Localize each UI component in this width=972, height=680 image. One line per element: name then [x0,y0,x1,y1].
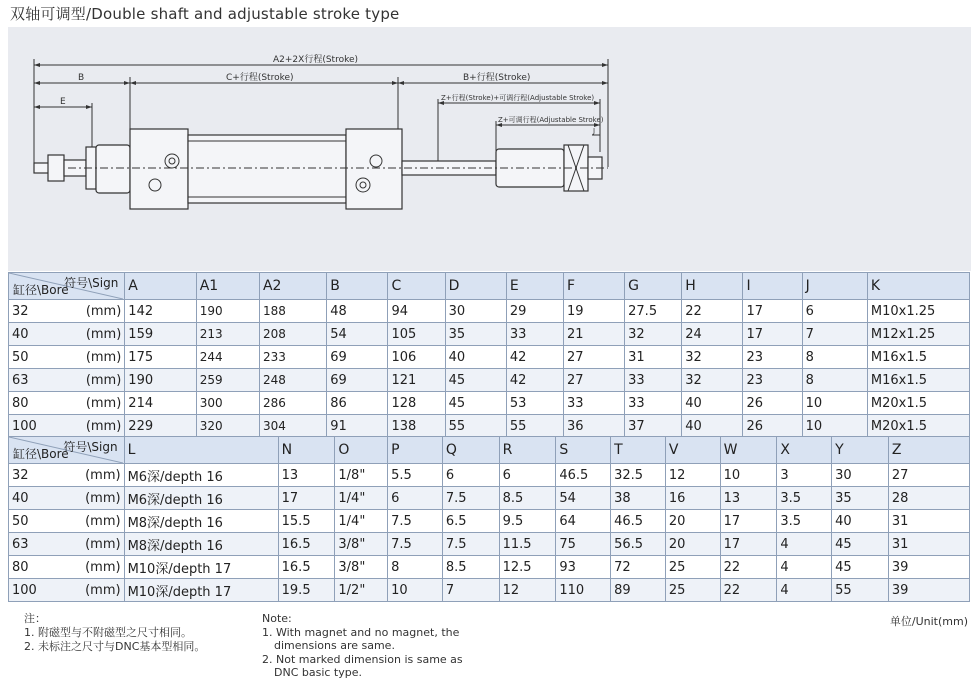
table-cell: 54 [556,487,611,510]
column-header: N [278,437,335,464]
bore-unit: (mm) [85,349,122,365]
table-cell: 11.5 [499,533,556,556]
table-cell: 38 [611,487,666,510]
table-cell: 46.5 [556,464,611,487]
table-cell: 1/8" [335,464,388,487]
column-header: F [563,273,624,300]
table-cell: 10 [720,464,777,487]
table-cell: 55 [832,579,889,602]
table-cell: 121 [388,369,445,392]
table-cell: 300 [196,392,259,415]
table-cell: 69 [327,369,388,392]
table-cell: 35 [445,323,506,346]
table-cell: 17 [278,487,335,510]
column-header: Y [832,437,889,464]
table-row [9,346,970,369]
column-header: Z [888,437,969,464]
table-cell: 1/2" [335,579,388,602]
table-cell: M12x1.25 [867,323,969,346]
table-cell: 30 [832,464,889,487]
dim-e-label: E [60,97,66,107]
table-cell: 10 [388,579,443,602]
table-cell: 5.5 [388,464,443,487]
bore-unit: (mm) [85,559,121,575]
table-cell: 55 [506,415,563,438]
dim-j-label: J [593,127,596,135]
column-header: Q [442,437,499,464]
table-cell: 320 [196,415,259,438]
table-cell: 37 [625,415,682,438]
notes-cn-item-1: 1. 附磁型与不附磁型之尺寸相同。 [24,626,192,639]
bore-cell [9,464,125,487]
table-cell: 45 [832,556,889,579]
table-cell: 6 [442,464,499,487]
table-cell: 27.5 [625,300,682,323]
column-header: A1 [196,273,259,300]
table-cell: M10深/depth 17 [124,579,278,602]
notes-cn-item-2: 2. 未标注之尺寸与DNC基本型相同。 [24,640,206,653]
table-cell: 31 [888,533,969,556]
table-corner-cell [9,437,125,464]
dim-c-label: C+行程(Stroke) [226,73,294,83]
bore-value: 100 [12,582,37,598]
table-row [9,415,970,438]
table-row [9,464,970,487]
bore-unit: (mm) [85,303,122,319]
table-cell: 188 [259,300,326,323]
table-cell: 26 [743,392,802,415]
notes-en-head: Note: [262,612,292,625]
column-header: A2 [259,273,326,300]
column-header: T [611,437,666,464]
table-cell: 39 [888,579,969,602]
table-cell: 16 [665,487,720,510]
bore-unit: (mm) [85,372,122,388]
table-cell: 89 [611,579,666,602]
table-cell: 12 [499,579,556,602]
cylinder-diagram [8,27,971,271]
table-cell: 40 [682,392,743,415]
bore-value: 63 [12,372,29,388]
table-cell: 55 [445,415,506,438]
corner-sign-label: 符号\Sign [64,276,119,290]
bore-unit: (mm) [85,418,122,434]
table-cell: 33 [625,369,682,392]
column-header: C [388,273,445,300]
bore-value: 100 [12,418,37,434]
table-cell: 7.5 [442,487,499,510]
table-cell: 110 [556,579,611,602]
table-row [9,487,970,510]
column-header: S [556,437,611,464]
bore-cell [9,556,125,579]
table-cell: 10 [802,415,867,438]
table-cell: 17 [743,323,802,346]
column-header: B [327,273,388,300]
table-cell: 91 [327,415,388,438]
table-cell: 4 [777,533,832,556]
notes-cn-head: 注： [24,612,46,625]
table-cell: 22 [720,556,777,579]
table-cell: 159 [125,323,196,346]
column-header: E [506,273,563,300]
table-cell: 304 [259,415,326,438]
table-cell: 23 [743,346,802,369]
column-header: I [743,273,802,300]
notes-english [262,612,463,680]
table-header-row [9,437,970,464]
notes-en-item-1a: 1. With magnet and no magnet, the [262,625,460,639]
table-cell: 4 [777,579,832,602]
bore-unit: (mm) [85,513,121,529]
table-cell: 20 [665,533,720,556]
corner-bore-label: 缸径\Bore [13,447,69,461]
column-header: W [720,437,777,464]
bore-unit: (mm) [85,582,121,598]
table-cell: 94 [388,300,445,323]
dim-a2-label: A2+2X行程(Stroke) [273,55,359,65]
table-cell: 33 [625,392,682,415]
bore-unit: (mm) [85,395,122,411]
bore-cell [9,346,125,369]
table-cell: 3 [777,464,832,487]
table-cell: M6深/depth 16 [124,487,278,510]
table-cell: 1/4" [335,510,388,533]
bore-unit: (mm) [85,536,121,552]
bore-cell [9,392,125,415]
table-corner-cell [9,273,125,300]
table-cell: 32 [682,369,743,392]
table-cell: 75 [556,533,611,556]
table-cell: 69 [327,346,388,369]
table-cell: 42 [506,346,563,369]
column-header: A [125,273,196,300]
table-cell: 40 [832,510,889,533]
table-cell: 32 [682,346,743,369]
table-cell: 248 [259,369,326,392]
table-cell: 22 [682,300,743,323]
dimension-table-2 [8,436,970,602]
bore-cell [9,579,125,602]
table-cell: 16.5 [278,556,335,579]
table-cell: 27 [888,464,969,487]
table-cell: 106 [388,346,445,369]
table-cell: 6 [499,464,556,487]
bore-unit: (mm) [85,326,122,342]
bore-value: 40 [12,490,29,506]
table-cell: 20 [665,510,720,533]
table-cell: 86 [327,392,388,415]
table-cell: M20x1.5 [867,415,969,438]
table-cell: 35 [832,487,889,510]
column-header: R [499,437,556,464]
table-cell: 8 [802,346,867,369]
table-cell: 45 [445,392,506,415]
notes-en-item-2b: DNC basic type. [274,666,362,679]
table-cell: 53 [506,392,563,415]
table-cell: 3/8" [335,556,388,579]
table-cell: 22 [720,579,777,602]
dim-b-stroke-label: B+行程(Stroke) [463,73,531,83]
table-cell: 40 [445,346,506,369]
bore-cell [9,415,125,438]
table-cell: M16x1.5 [867,369,969,392]
column-header: X [777,437,832,464]
bore-cell [9,323,125,346]
table-cell: M10深/depth 17 [124,556,278,579]
table-cell: 12.5 [499,556,556,579]
corner-bore-label: 缸径\Bore [13,283,69,297]
table-cell: 7 [802,323,867,346]
table-cell: 93 [556,556,611,579]
table-row [9,300,970,323]
table-cell: 27 [563,369,624,392]
table-cell: 31 [888,510,969,533]
table-cell: 45 [832,533,889,556]
table-cell: 286 [259,392,326,415]
notes-en-item-2a: 2. Not marked dimension is same as [262,652,463,666]
bore-value: 63 [12,536,29,552]
table-cell: M6深/depth 16 [124,464,278,487]
bore-value: 50 [12,513,29,529]
table-cell: 3.5 [777,487,832,510]
table-row [9,533,970,556]
table-cell: 6 [802,300,867,323]
table-cell: 1/4" [335,487,388,510]
bore-value: 50 [12,349,29,365]
table-cell: 19 [563,300,624,323]
bore-cell [9,533,125,556]
table-cell: 190 [125,369,196,392]
table-cell: 30 [445,300,506,323]
table-cell: 54 [327,323,388,346]
notes-en-item-1b: dimensions are same. [274,639,395,652]
table-cell: 13 [720,487,777,510]
table-cell: 13 [278,464,335,487]
bore-value: 32 [12,467,29,483]
table-cell: 7 [442,579,499,602]
table-cell: 138 [388,415,445,438]
bore-value: 32 [12,303,29,319]
table-cell: 244 [196,346,259,369]
column-header: O [335,437,388,464]
table-cell: 214 [125,392,196,415]
unit-label: 单位/Unit(mm) [889,615,968,628]
table-cell: M10x1.25 [867,300,969,323]
cylinder-drawing [8,27,971,271]
table-cell: 8.5 [442,556,499,579]
table-cell: 6.5 [442,510,499,533]
dim-b-label: B [78,73,85,83]
bore-unit: (mm) [85,467,121,483]
column-header: D [445,273,506,300]
table-cell: 7.5 [388,510,443,533]
table-cell: 40 [682,415,743,438]
table-cell: 229 [125,415,196,438]
table-cell: M8深/depth 16 [124,510,278,533]
table-cell: 8 [802,369,867,392]
table-cell: 208 [259,323,326,346]
column-header: H [682,273,743,300]
table-cell: 32.5 [611,464,666,487]
table-cell: 4 [777,556,832,579]
table-cell: 28 [888,487,969,510]
table-cell: 233 [259,346,326,369]
bore-cell [9,300,125,323]
table-1-body [9,300,970,438]
table-cell: M8深/depth 16 [124,533,278,556]
table-cell: M16x1.5 [867,346,969,369]
table-cell: 25 [665,579,720,602]
table-cell: 7.5 [442,533,499,556]
column-header: G [625,273,682,300]
bore-unit: (mm) [85,490,121,506]
table-cell: 31 [625,346,682,369]
table-cell: 15.5 [278,510,335,533]
table-cell: 7.5 [388,533,443,556]
table-cell: 3/8" [335,533,388,556]
dim-z1-label: Z+行程(Stroke)+可调行程(Adjustable Stroke) [441,94,595,102]
table-cell: 25 [665,556,720,579]
table-header-row [9,273,970,300]
dim-z2-label: Z+可调行程(Adjustable Stroke) [498,116,604,124]
table-cell: 142 [125,300,196,323]
table-cell: 29 [506,300,563,323]
column-header: P [388,437,443,464]
bore-cell [9,487,125,510]
column-header: J [802,273,867,300]
table-cell: 213 [196,323,259,346]
page-title: 双轴可调型/Double shaft and adjustable stroke type [10,5,400,23]
table-cell: 17 [743,300,802,323]
table-cell: 23 [743,369,802,392]
table-cell: 21 [563,323,624,346]
table-cell: 26 [743,415,802,438]
table-cell: 8.5 [499,487,556,510]
table-cell: 24 [682,323,743,346]
table-cell: M20x1.5 [867,392,969,415]
dimension-table-1 [8,272,970,438]
table-cell: 48 [327,300,388,323]
column-header: K [867,273,969,300]
bore-value: 80 [12,559,29,575]
table-cell: 27 [563,346,624,369]
table-row [9,369,970,392]
table-cell: 259 [196,369,259,392]
table-cell: 33 [563,392,624,415]
table-cell: 10 [802,392,867,415]
bore-cell [9,369,125,392]
table-cell: 45 [445,369,506,392]
table-2-body [9,464,970,602]
table-cell: 9.5 [499,510,556,533]
table-cell: 17 [720,533,777,556]
column-header: V [665,437,720,464]
table-row [9,579,970,602]
bore-value: 40 [12,326,29,342]
table-cell: 36 [563,415,624,438]
table-row [9,392,970,415]
table-cell: 72 [611,556,666,579]
corner-sign-label: 符号\Sign [63,440,118,454]
table-row [9,323,970,346]
table-cell: 6 [388,487,443,510]
table-cell: 19.5 [278,579,335,602]
table-cell: 32 [625,323,682,346]
table-cell: 3.5 [777,510,832,533]
table-cell: 16.5 [278,533,335,556]
notes-chinese [24,612,205,654]
column-header: L [124,437,278,464]
table-cell: 64 [556,510,611,533]
table-cell: 56.5 [611,533,666,556]
table-cell: 175 [125,346,196,369]
table-cell: 128 [388,392,445,415]
table-row [9,510,970,533]
table-row [9,556,970,579]
table-cell: 105 [388,323,445,346]
table-cell: 12 [665,464,720,487]
bore-value: 80 [12,395,29,411]
table-cell: 42 [506,369,563,392]
table-cell: 46.5 [611,510,666,533]
table-cell: 33 [506,323,563,346]
table-cell: 17 [720,510,777,533]
table-cell: 190 [196,300,259,323]
table-cell: 39 [888,556,969,579]
table-cell: 8 [388,556,443,579]
bore-cell [9,510,125,533]
